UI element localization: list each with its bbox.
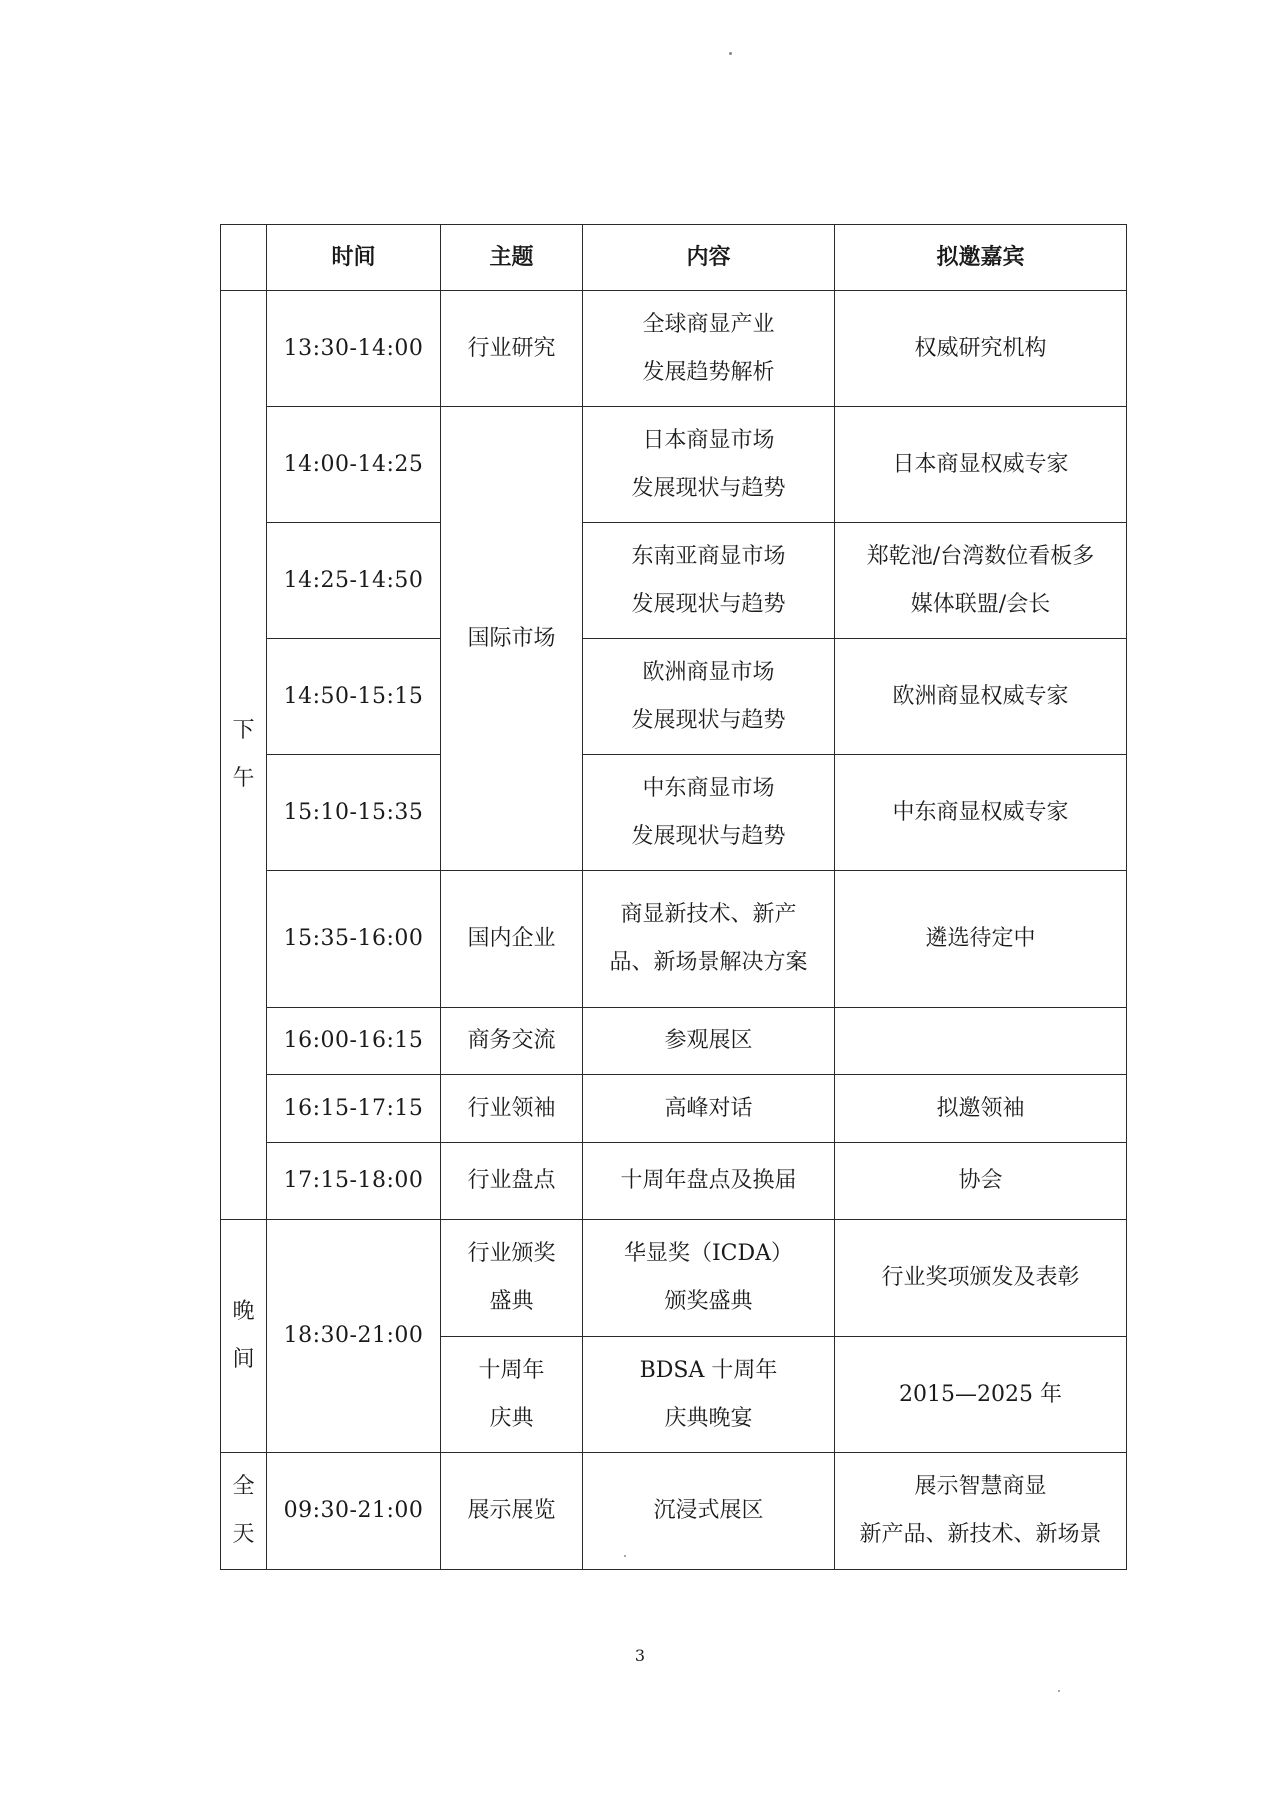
scan-speck (624, 1555, 626, 1557)
scan-speck (729, 52, 732, 55)
guest-cell: 郑乾池/台湾数位看板多 媒体联盟/会长 (835, 523, 1127, 639)
topic-cell: 十周年 庆典 (441, 1337, 583, 1453)
time-cell: 14:25-14:50 (267, 523, 441, 639)
topic-cell: 国际市场 (441, 407, 583, 871)
guest-cell: 协会 (835, 1143, 1127, 1220)
topic-cell: 行业领袖 (441, 1075, 583, 1143)
table-row (221, 523, 1127, 639)
content-cell: 沉浸式展区 (583, 1453, 835, 1570)
guest-cell: 拟邀领袖 (835, 1075, 1127, 1143)
topic-cell: 行业颁奖 盛典 (441, 1220, 583, 1337)
period-evening: 晚 间 (221, 1220, 267, 1453)
time-cell: 15:35-16:00 (267, 871, 441, 1008)
content-cell: 日本商显市场 发展现状与趋势 (583, 407, 835, 523)
time-cell: 09:30-21:00 (267, 1453, 441, 1570)
table-row (221, 1143, 1127, 1220)
content-cell: 东南亚商显市场 发展现状与趋势 (583, 523, 835, 639)
topic-cell: 商务交流 (441, 1008, 583, 1075)
content-cell: 十周年盘点及换届 (583, 1143, 835, 1220)
topic-cell: 行业盘点 (441, 1143, 583, 1220)
content-cell: 全球商显产业 发展趋势解析 (583, 291, 835, 407)
time-cell: 16:15-17:15 (267, 1075, 441, 1143)
table-row (221, 639, 1127, 755)
guest-cell: 日本商显权威专家 (835, 407, 1127, 523)
header-content: 内容 (583, 225, 835, 291)
guest-cell: 2015—2025 年 (835, 1337, 1127, 1453)
scan-speck (1058, 1690, 1060, 1692)
guest-cell: 行业奖项颁发及表彰 (835, 1220, 1127, 1337)
header-guest: 拟邀嘉宾 (835, 225, 1127, 291)
time-cell: 18:30-21:00 (267, 1220, 441, 1453)
content-cell: 商显新技术、新产 品、新场景解决方案 (583, 871, 835, 1008)
table-row (221, 755, 1127, 871)
page-number: 3 (634, 1646, 646, 1665)
table-row (221, 1008, 1127, 1075)
table-row (221, 871, 1127, 1008)
content-cell: 中东商显市场 发展现状与趋势 (583, 755, 835, 871)
schedule-table (220, 224, 1127, 1570)
guest-cell (835, 1008, 1127, 1075)
guest-cell: 权威研究机构 (835, 291, 1127, 407)
table-row (221, 1220, 1127, 1337)
content-cell: 高峰对话 (583, 1075, 835, 1143)
content-cell: 参观展区 (583, 1008, 835, 1075)
topic-cell: 展示展览 (441, 1453, 583, 1570)
time-cell: 16:00-16:15 (267, 1008, 441, 1075)
table-row (221, 291, 1127, 407)
content-cell: 华显奖（ICDA） 颁奖盛典 (583, 1220, 835, 1337)
time-cell: 17:15-18:00 (267, 1143, 441, 1220)
table-row (221, 407, 1127, 523)
period-allday: 全 天 (221, 1453, 267, 1570)
table-row (221, 1075, 1127, 1143)
guest-cell: 中东商显权威专家 (835, 755, 1127, 871)
topic-cell: 行业研究 (441, 291, 583, 407)
content-cell: BDSA 十周年 庆典晚宴 (583, 1337, 835, 1453)
header-time: 时间 (267, 225, 441, 291)
time-cell: 15:10-15:35 (267, 755, 441, 871)
time-cell: 13:30-14:00 (267, 291, 441, 407)
content-cell: 欧洲商显市场 发展现状与趋势 (583, 639, 835, 755)
header-blank (221, 225, 267, 291)
topic-cell: 国内企业 (441, 871, 583, 1008)
period-afternoon: 下 午 (221, 291, 267, 1220)
guest-cell: 展示智慧商显 新产品、新技术、新场景 (835, 1453, 1127, 1570)
time-cell: 14:00-14:25 (267, 407, 441, 523)
header-topic: 主题 (441, 225, 583, 291)
table-row (221, 1453, 1127, 1570)
guest-cell: 遴选待定中 (835, 871, 1127, 1008)
header-row (221, 225, 1127, 291)
time-cell: 14:50-15:15 (267, 639, 441, 755)
guest-cell: 欧洲商显权威专家 (835, 639, 1127, 755)
